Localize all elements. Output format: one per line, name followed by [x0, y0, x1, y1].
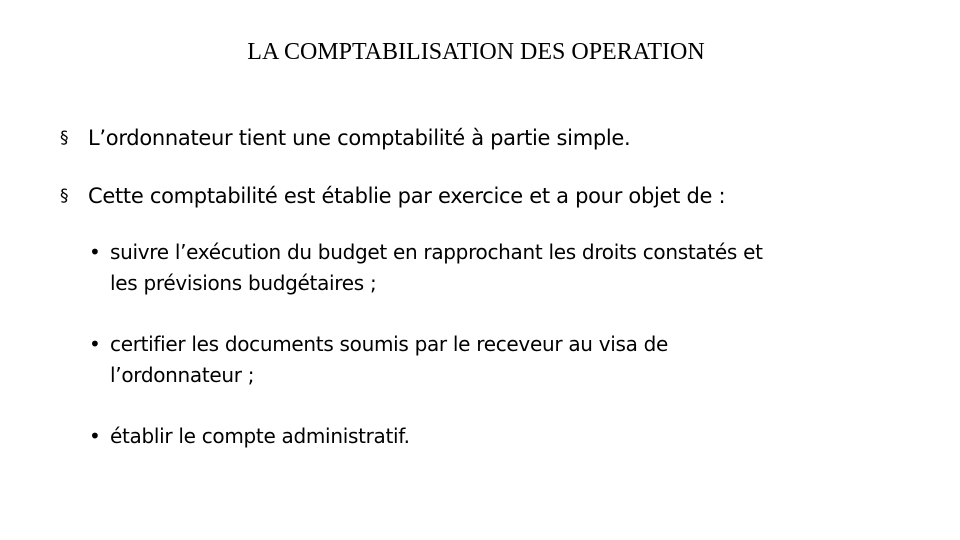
- bullet-text: L’ordonnateur tient une comptabilité à partie simple.: [88, 126, 631, 150]
- sub-bullet-item: [89, 421, 769, 452]
- square-bullet-icon: §: [60, 128, 69, 148]
- sub-bullet-text: certifier les documents soumis par le receveur au visa de l’ordonnateur ;: [110, 332, 669, 387]
- square-bullet-icon: §: [60, 186, 69, 206]
- slide-title: LA COMPTABILISATION DES OPERATION: [247, 39, 705, 65]
- sub-bullet-text: établir le compte administratif.: [110, 424, 410, 448]
- bullet-text: Cette comptabilité est établie par exercice et a pour objet de :: [88, 184, 726, 208]
- dot-bullet-icon: •: [89, 240, 101, 264]
- dot-bullet-icon: •: [89, 424, 101, 448]
- sub-bullet-item: [89, 237, 769, 299]
- dot-bullet-icon: •: [89, 332, 101, 356]
- sub-bullet-text: suivre l’exécution du budget en rapprochant les droits constatés et les prévisions budgétaires ;: [110, 240, 763, 295]
- sub-bullet-item: [89, 329, 769, 391]
